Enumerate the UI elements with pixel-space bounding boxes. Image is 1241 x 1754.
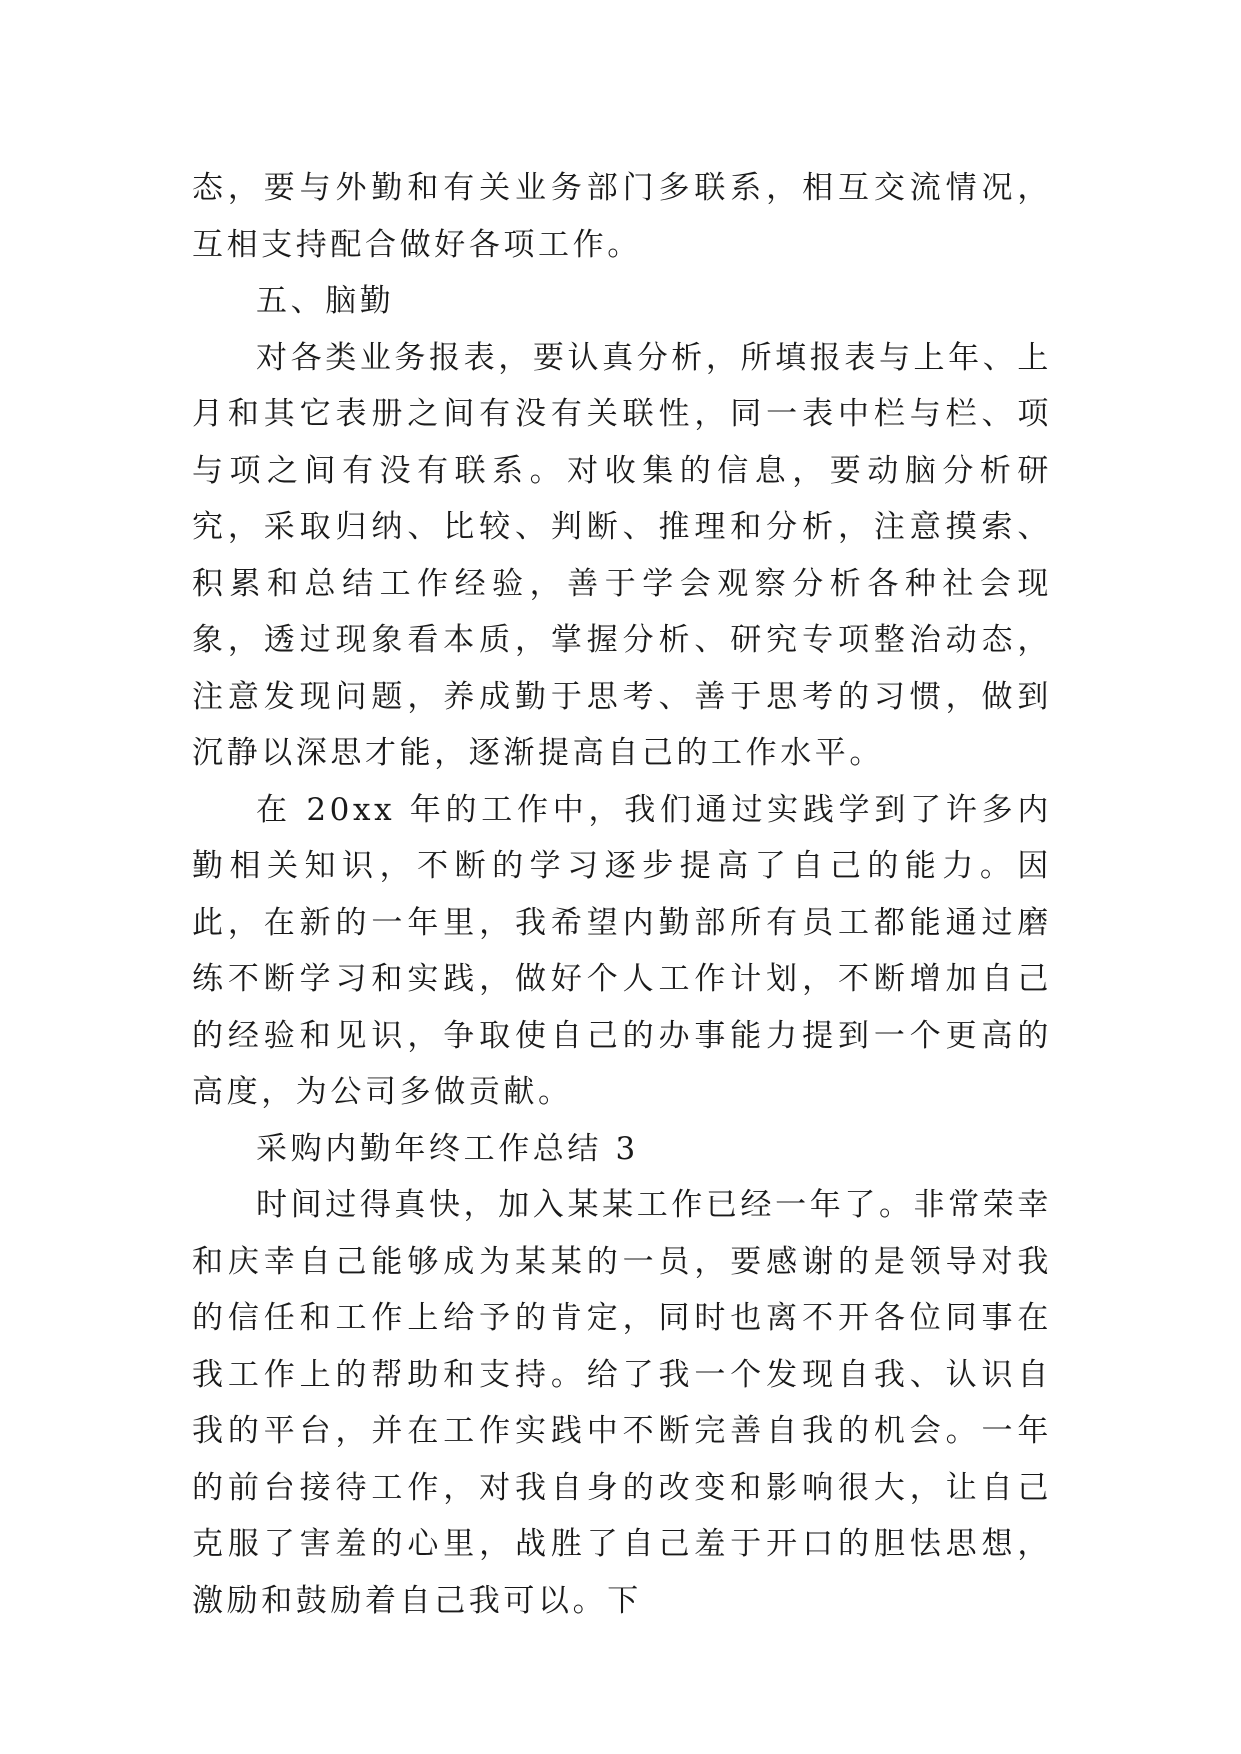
- paragraph-one-year-reflection: 时间过得真快，加入某某工作已经一年了。非常荣幸和庆幸自己能够成为某某的一员，要感谢的是领导对我的信任和工作上给予的肯定，同时也离不开各位同事在我工作上的帮助和支持。给了我一个发现自我、认识自我的平台，并在工作实践中不断完善自我的机会。一年的前台接待工作，对我自身的改变和影响很大，让自己克服了害羞的心里，战胜了自己羞于开口的胆怯思想，激励和鼓励着自己我可以。下: [192, 1187, 1052, 1619]
- document-body: [192, 160, 1052, 1629]
- section-heading-summary-3: 采购内勤年终工作总结 3: [256, 1130, 639, 1167]
- paragraph-year-summary: 在 20xx 年的工作中，我们通过实践学到了许多内勤相关知识，不断的学习逐步提高了自己的能力。因此，在新的一年里，我希望内勤部所有员工都能通过磨练不断学习和实践，做好个人工作计划，不断增加自己的经验和见识，争取使自己的办事能力提到一个更高的高度，为公司多做贡献。: [192, 791, 1052, 1110]
- section-heading-brain-diligence: 五、脑勤: [256, 283, 395, 319]
- paragraph-report-analysis: 对各类业务报表，要认真分析，所填报表与上年、上月和其它表册之间有没有关联性，同一表中栏与栏、项与项之间有没有联系。对收集的信息，要动脑分析研究，采取归纳、比较、判断、推理和分析，注意摸索、积累和总结工作经验，善于学会观察分析各种社会现象，透过现象看本质，掌握分析、研究专项整治动态，注意发现问题，养成勤于思考、善于思考的习惯，做到沉静以深思才能，逐渐提高自己的工作水平。: [192, 339, 1052, 771]
- paragraph-continuation: 态，要与外勤和有关业务部门多联系，相互交流情况，互相支持配合做好各项工作。: [192, 170, 1052, 263]
